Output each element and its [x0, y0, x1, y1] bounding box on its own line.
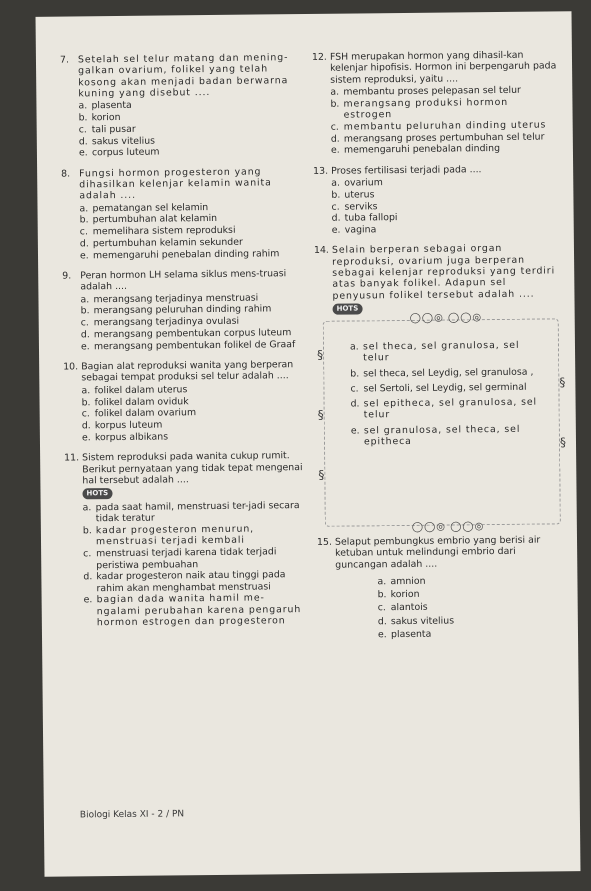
option-a[interactable]: a. sel theca, sel granulosa, sel telur — [349, 339, 520, 364]
question-number: 8. — [61, 168, 71, 180]
question-text: Setelah sel telur matang dan mening-galkan ovarium, folikel yang telah kosong akan menjadi badan berwarna kuning yang disebut .... — [77, 52, 289, 100]
option-a[interactable]: a. membantu proses pelepasan sel telur — [330, 84, 521, 98]
option-b[interactable]: b. merangsang peluruhan dinding rahim — [80, 303, 272, 317]
option-c[interactable]: c. menstruasi terjadi karena tidak terjadi peristiwa pembuahan — [83, 546, 277, 571]
option-b[interactable]: b. pertumbuhan alat kelamin — [79, 213, 218, 226]
option-e[interactable]: e. bagian dada wanita hamil me-ngalami perubahan karena pengaruh hormon estrogen dan progesteron — [83, 592, 302, 629]
question-9 — [62, 268, 305, 353]
option-d[interactable]: d. sakus vitelius — [78, 135, 156, 147]
option-d[interactable]: d. tuba fallopi — [331, 212, 398, 225]
question-10 — [63, 359, 306, 444]
question-15 — [317, 534, 566, 641]
question-7 — [60, 52, 303, 159]
question-number: 7. — [59, 54, 69, 66]
question-11 — [64, 450, 308, 629]
option-d[interactable]: d. pertumbuhan kelamin sekunder — [79, 236, 243, 250]
option-e[interactable]: e. vagina — [331, 224, 377, 236]
question-text: Selaput pembungkus embrio yang berisi air ketuban untuk melindungi embrio dari guncangan adalah .... — [334, 534, 541, 571]
option-c[interactable]: c. merangsang terjadinya ovulasi — [80, 315, 240, 329]
option-b[interactable]: b. merangsang produksi hormon estrogen — [330, 96, 509, 121]
swirl-left-icon: § — [316, 347, 324, 362]
option-b[interactable]: b. sel theca, sel Leydig, sel granulosa , — [350, 366, 534, 380]
question-text: Sistem reproduksi pada wanita cukup rumit. Berikut pernyataan yang tidak tepat mengenai hal tersebut adalah .... — [82, 450, 303, 487]
option-c[interactable]: c. membantu peluruhan dinding uterus — [330, 119, 547, 133]
options — [312, 84, 561, 156]
option-c[interactable]: c. memelihara sistem reproduksi — [79, 224, 236, 238]
option-a[interactable]: a. pada saat hamil, menstruasi ter-jadi secara tidak teratur — [82, 500, 300, 525]
options-frame — [316, 312, 567, 533]
option-a[interactable]: a. folikel dalam uterus — [81, 383, 188, 397]
option-b[interactable]: b. korion — [377, 588, 420, 601]
options — [350, 339, 547, 451]
question-number: 12. — [311, 51, 327, 63]
left-column — [60, 52, 308, 638]
swirl-left-icon: § — [318, 467, 325, 482]
question-14 — [313, 243, 567, 533]
option-e[interactable]: e. memengaruhi penebalan dinding rahim — [79, 248, 280, 262]
question-12 — [312, 49, 561, 156]
swirl-border-top-icon: ◯◯◎ ◯◯◎ — [409, 312, 483, 324]
question-number: 10. — [63, 361, 79, 373]
question-number: 13. — [313, 165, 329, 177]
question-number: 11. — [64, 452, 80, 464]
option-b[interactable]: b. uterus — [331, 189, 375, 201]
question-text: Bagian alat reproduksi wanita yang berperan sebagai tempat produksi sel telur adalah .... — [81, 359, 294, 384]
question-text: Peran hormon LH selama siklus mens-truasi adalah .... — [80, 268, 287, 293]
option-a[interactable]: a. ovarium — [331, 177, 383, 189]
options — [65, 500, 308, 629]
option-e[interactable]: e. korpus albikans — [81, 431, 169, 444]
swirl-right-icon: § — [559, 375, 566, 390]
option-a[interactable]: a. merangsang terjadinya menstruasi — [80, 292, 259, 306]
swirl-left-icon: § — [317, 407, 324, 422]
option-d[interactable]: d. merangsang pembentukan corpus luteum — [80, 327, 292, 341]
option-e[interactable]: e. plasenta — [377, 628, 432, 641]
option-c[interactable]: c. folikel dalam ovarium — [81, 407, 197, 420]
option-b[interactable]: b. kadar progesteron menurun, menstruasi terjadi kembali — [82, 523, 255, 548]
option-c[interactable]: c. sel Sertoli, sel Leydig, sel germinal — [350, 381, 527, 395]
question-number: 9. — [62, 270, 72, 282]
option-c[interactable]: c. serviks — [331, 200, 378, 213]
option-d[interactable]: d. korpus luteum — [81, 419, 163, 432]
options — [61, 201, 304, 262]
option-d[interactable]: d. kadar progesteron naik atau tinggi pada rahim akan menghambat menstruasi — [83, 569, 286, 594]
option-e[interactable]: e. sel granulosa, sel theca, sel epitheca — [350, 423, 521, 448]
option-c[interactable]: c. alantois — [377, 602, 428, 614]
options — [63, 383, 306, 444]
hots-badge: HOTS — [333, 303, 363, 314]
question-number: 14. — [313, 245, 329, 257]
swirl-right-icon: § — [559, 435, 567, 450]
options — [62, 292, 305, 353]
option-a[interactable]: a. pematangan sel kelamin — [79, 201, 209, 214]
options — [317, 574, 566, 641]
question-text: FSH merupakan hormon yang dihasil-kan kelenjar hipofisis. Hormon ini berpengaruh pada sistem reproduksi, yaitu .... — [329, 49, 557, 86]
option-a[interactable]: a. amnion — [377, 575, 426, 588]
option-d[interactable]: d. merangsang proses pertumbuhan sel telur — [330, 131, 545, 145]
option-e[interactable]: e. memengaruhi penebalan dinding — [330, 143, 501, 157]
options — [313, 175, 562, 236]
swirl-border-bottom-icon: ◯◯◎ ◯◯◎ — [411, 520, 485, 533]
options — [60, 98, 303, 159]
question-number: 15. — [316, 536, 333, 548]
option-d[interactable]: d. sakus vitelius — [377, 615, 455, 627]
option-a[interactable]: a. plasenta — [78, 100, 132, 112]
option-e[interactable]: e. merangsang pembentukan folikel de Graaf — [80, 338, 296, 353]
question-13 — [313, 163, 562, 236]
hots-badge: HOTS — [82, 488, 112, 499]
question-text: Proses fertilisasi terjadi pada .... — [331, 163, 482, 177]
question-text: Fungsi hormon progesteron yang dihasilkan kelenjar kelamin wanita adalah .... — [79, 166, 272, 202]
option-c[interactable]: c. tali pusar — [78, 123, 136, 136]
right-column — [312, 49, 566, 650]
worksheet-page — [36, 11, 581, 877]
option-b[interactable]: b. folikel dalam oviduk — [81, 395, 189, 408]
question-text: Selain berperan sebagai organ reproduksi, ovarium juga berperan sebagai kelenjar reproduksi yang terdiri atas banyak folikel. Adapun sel penyusun folikel tersebut adalah .... — [331, 243, 556, 302]
option-d[interactable]: d. sel epitheca, sel granulosa, sel telur — [350, 396, 538, 421]
question-8 — [61, 166, 304, 262]
page-footer: Biologi Kelas XI - 2 / PN — [79, 809, 185, 821]
option-b[interactable]: b. korion — [78, 111, 121, 124]
option-e[interactable]: e. corpus luteum — [78, 146, 160, 159]
